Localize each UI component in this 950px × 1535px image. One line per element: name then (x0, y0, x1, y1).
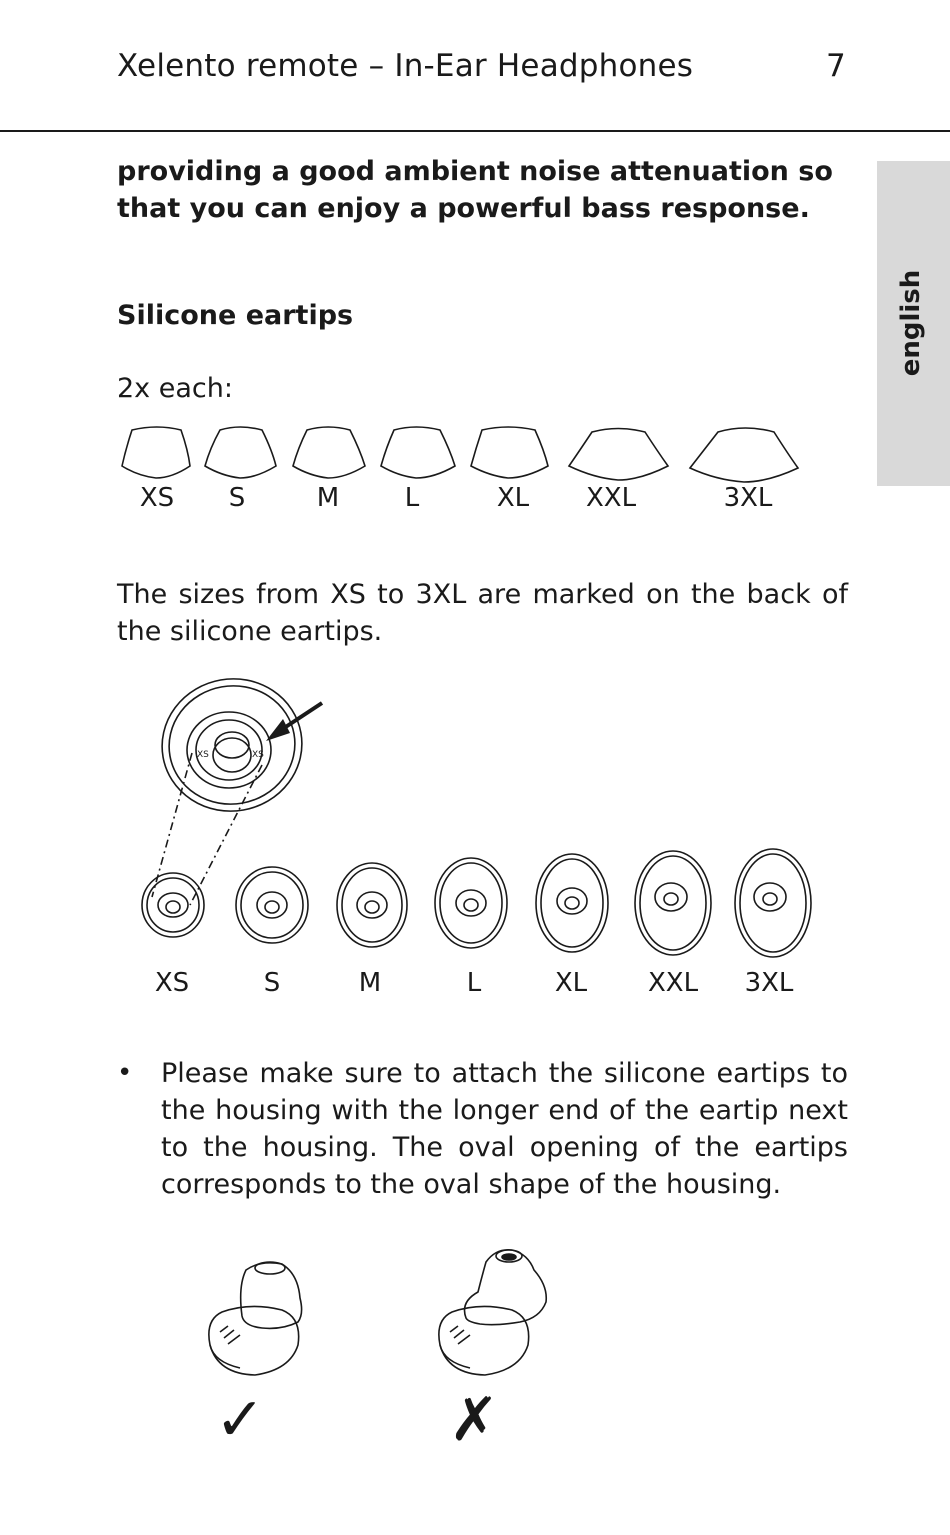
back-size-label-l: L (466, 968, 482, 998)
eartip-profile-m (293, 427, 365, 478)
bullet-dot: • (117, 1058, 133, 1088)
profile-size-label-m: M (316, 483, 340, 513)
magnified-eartip-outer (152, 668, 313, 822)
incorrect-mark-icon: ✗ (448, 1385, 500, 1455)
back-size-label-xxl: XXL (647, 968, 699, 998)
profile-size-label-xs: XS (139, 483, 175, 513)
eartip-back-xl (536, 854, 608, 952)
eartip-profile-xl (471, 427, 548, 478)
back-size-label-3xl: 3XL (744, 968, 794, 998)
sizes-note-paragraph: The sizes from XS to 3XL are marked on the back of the silicone eartips. (117, 579, 848, 647)
back-size-label-xl: XL (554, 968, 588, 998)
page-number: 7 (826, 48, 846, 84)
eartip-back-m (337, 863, 407, 947)
eartip-profile-xxl (569, 429, 668, 481)
profile-size-label-3xl: 3XL (723, 483, 773, 513)
svg-text:XS: XS (197, 750, 209, 760)
intro-paragraph: providing a good ambient noise attenuation so that you can enjoy a powerful bass response. (117, 156, 833, 224)
svg-text:XS: XS (252, 750, 264, 760)
correct-mark-icon: ✓ (214, 1385, 266, 1455)
header-divider (0, 130, 950, 132)
profile-size-label-xxl: XXL (585, 483, 637, 513)
eartip-back-xxl (635, 851, 711, 955)
eartip-profile-l (381, 427, 455, 478)
eartip-back-view-figure (0, 665, 950, 965)
profile-size-label-l: L (404, 483, 420, 513)
correct-attachment-illustration (209, 1262, 302, 1375)
eartip-back-l (435, 858, 507, 948)
profile-size-label-s: S (228, 483, 246, 513)
section-heading: Silicone eartips (117, 300, 354, 331)
back-size-label-m: M (358, 968, 382, 998)
eartip-profile-xs (122, 427, 190, 478)
back-size-label-xs: XS (154, 968, 190, 998)
eartip-back-xs (142, 873, 204, 937)
quantity-label: 2x each: (117, 373, 233, 404)
profile-size-label-xl: XL (496, 483, 530, 513)
eartip-back-s (236, 867, 308, 943)
eartip-profile-3xl (690, 428, 798, 482)
incorrect-attachment-illustration (439, 1250, 546, 1375)
eartip-profile-s (205, 427, 276, 478)
eartip-back-3xl (735, 849, 811, 957)
attachment-figure (0, 1240, 950, 1400)
back-size-label-s: S (263, 968, 281, 998)
page-header-title: Xelento remote – In-Ear Headphones (117, 48, 694, 84)
attachment-instruction: Please make sure to attach the silicone eartips to the housing with the longer end of the eartip next to the housing. The oval opening of the eartips corresponds to the oval shape of the housing. (161, 1058, 848, 1200)
language-tab-label: english (896, 269, 926, 377)
